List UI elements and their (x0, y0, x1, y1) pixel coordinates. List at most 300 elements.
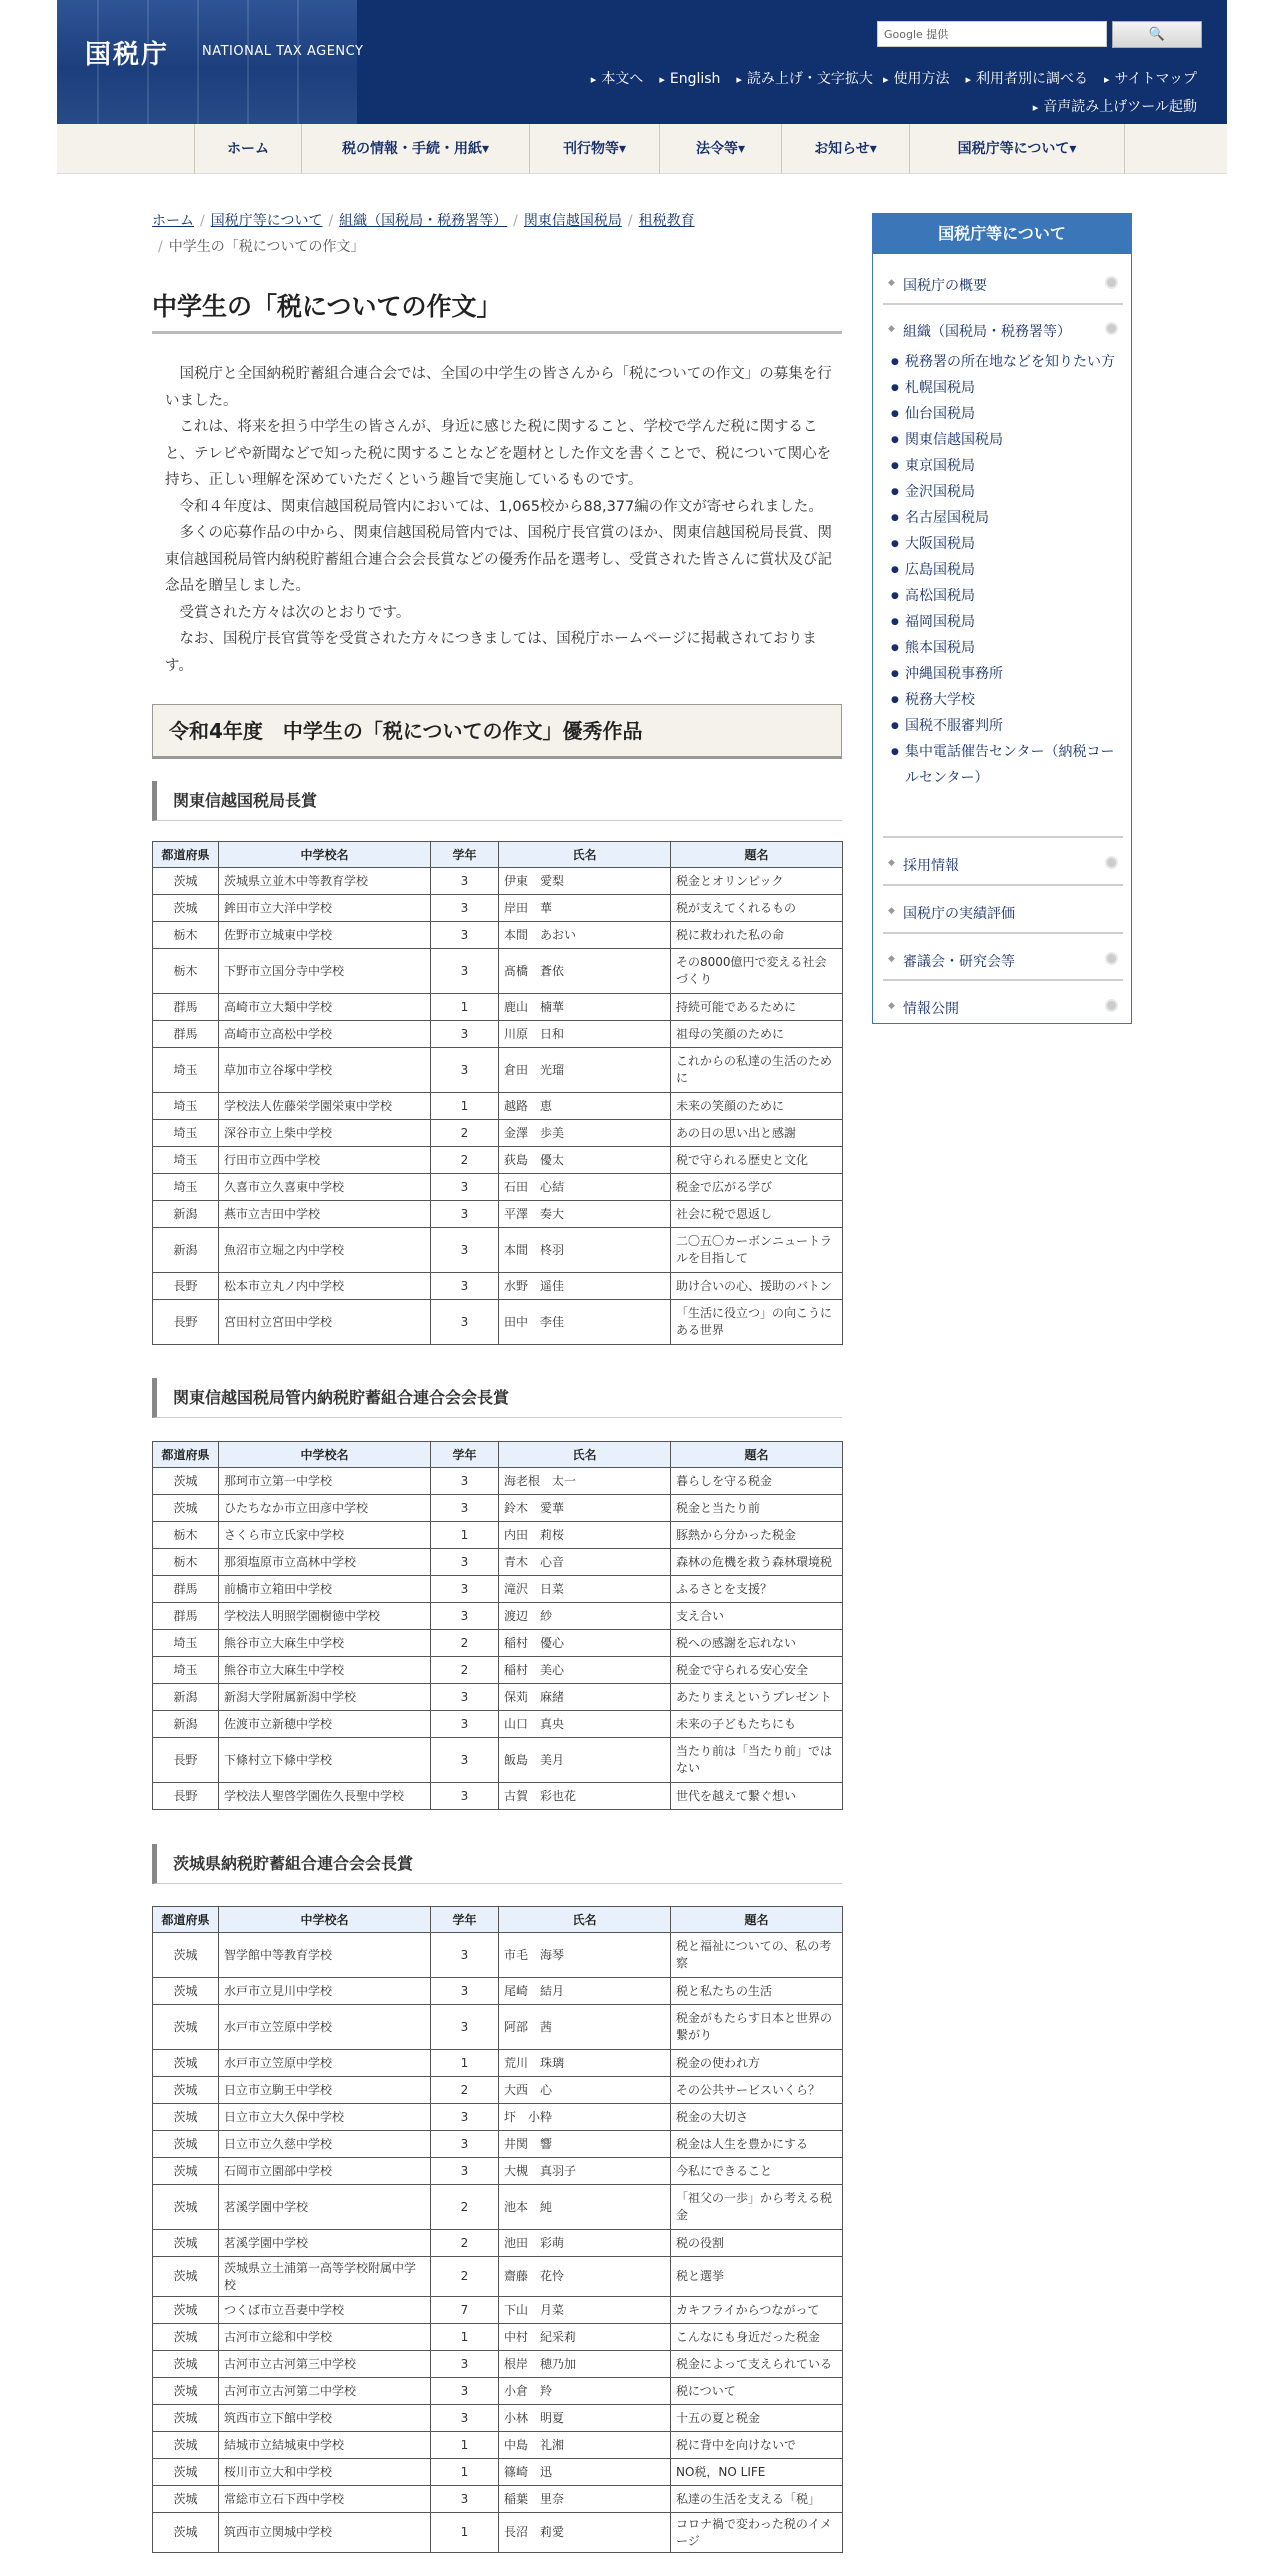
table-row (153, 2077, 843, 2104)
cell-grade: 3 (431, 2486, 499, 2513)
column-header: 氏名 (499, 1442, 671, 1468)
cell-school: 高崎市立高松中学校 (219, 1021, 431, 1048)
sidebar-item-label: 国税庁の概要 (903, 278, 987, 294)
cell-school: 水戸市立笠原中学校 (219, 2005, 431, 2050)
sidebar-subitem[interactable]: ● 大阪国税局 (905, 531, 1115, 557)
column-header: 中学校名 (219, 1907, 431, 1933)
cell-name: 齋藤 花怜 (499, 2257, 671, 2297)
cell-title: 税金と当たり前 (671, 1495, 843, 1522)
cell-prefecture: 茨城 (153, 2513, 219, 2553)
nav-about[interactable] (910, 124, 1125, 174)
cell-title: 税金によって支えられている (671, 2351, 843, 2378)
cell-grade: 3 (431, 2378, 499, 2405)
cell-prefecture: 茨城 (153, 2104, 219, 2131)
cell-grade: 3 (431, 2104, 499, 2131)
cell-prefecture: 長野 (153, 1300, 219, 1345)
cell-title: 今私にできること (671, 2158, 843, 2185)
cell-grade: 2 (431, 2230, 499, 2257)
site-logo[interactable]: 国税庁 (85, 40, 170, 70)
voice-tool-link[interactable]: ▸ 音声読み上げツール起動 (1033, 99, 1197, 115)
cell-name: 根岸 穂乃加 (499, 2351, 671, 2378)
cell-title: NO税，NO LIFE (671, 2459, 843, 2486)
cell-grade: 2 (431, 2257, 499, 2297)
cell-prefecture: 埼玉 (153, 1147, 219, 1174)
awards-table-association-regional (152, 1441, 843, 1810)
cell-grade: 2 (431, 1120, 499, 1147)
cell-school: 常総市立石下西中学校 (219, 2486, 431, 2513)
table-row (153, 2405, 843, 2432)
site-header (57, 0, 1227, 124)
caret-down-icon: ▾ (737, 141, 746, 157)
cell-prefecture: 茨城 (153, 2351, 219, 2378)
table-row (153, 994, 843, 1021)
breadcrumb-about[interactable]: 国税庁等について (210, 213, 323, 229)
cell-school: 筑西市立下館中学校 (219, 2405, 431, 2432)
sidebar-subitem[interactable]: ● 税務大学校 (905, 687, 1115, 713)
table-row (153, 922, 843, 949)
cell-prefecture: 茨城 (153, 2158, 219, 2185)
cell-title: 税が支えてくれるもの (671, 895, 843, 922)
table-row (153, 1657, 843, 1684)
bullet-icon: ◆ (888, 858, 895, 868)
cell-name: 平澤 奏大 (499, 1201, 671, 1228)
expand-icon[interactable] (1105, 276, 1118, 289)
sidebar-subitem[interactable]: ● 熊本国税局 (905, 635, 1115, 661)
cell-prefecture: 長野 (153, 1273, 219, 1300)
cell-title: あたりまえというプレゼント (671, 1684, 843, 1711)
cell-prefecture: 茨城 (153, 1468, 219, 1495)
cell-name: 鈴木 愛華 (499, 1495, 671, 1522)
table-row (153, 1201, 843, 1228)
cell-name: 保苅 麻緒 (499, 1684, 671, 1711)
sidebar-subitem[interactable]: ● 集中電話催告センター（納税コールセンター） (905, 739, 1115, 791)
cell-name: 稲村 美心 (499, 1657, 671, 1684)
sidebar-subitem[interactable]: ● 名古屋国税局 (905, 505, 1115, 531)
table-row (153, 1468, 843, 1495)
cell-grade: 1 (431, 1522, 499, 1549)
cell-grade: 2 (431, 2077, 499, 2104)
cell-title: 税金の使われ方 (671, 2050, 843, 2077)
cell-grade: 3 (431, 1273, 499, 1300)
cell-name: 池田 彩萌 (499, 2230, 671, 2257)
sidebar-subitem[interactable]: ● 沖縄国税事務所 (905, 661, 1115, 687)
util-link-byuser[interactable]: ▸ 利用者別に調べる (965, 71, 1088, 87)
cell-name: 長沼 莉愛 (499, 2513, 671, 2553)
table-row (153, 2005, 843, 2050)
cell-name: 下山 月菜 (499, 2297, 671, 2324)
cell-title: 支え合い (671, 1603, 843, 1630)
cell-school: 燕市立吉田中学校 (219, 1201, 431, 1228)
table-row (153, 1738, 843, 1783)
cell-grade: 1 (431, 2050, 499, 2077)
cell-name: 篠崎 迅 (499, 2459, 671, 2486)
cell-name: 水野 遥佳 (499, 1273, 671, 1300)
column-header: 題名 (671, 1442, 843, 1468)
nav-home[interactable]: ホーム (195, 124, 302, 174)
cell-school: 久喜市立久喜東中学校 (219, 1174, 431, 1201)
cell-title: 助け合いの心、援助のバトン (671, 1273, 843, 1300)
cell-prefecture: 埼玉 (153, 1657, 219, 1684)
nav-publications-label: 刊行物等 (562, 141, 619, 157)
cell-grade: 3 (431, 1495, 499, 1522)
bullet-icon: ◆ (888, 906, 895, 916)
nav-publications[interactable] (530, 124, 660, 174)
sidebar-subitem[interactable]: ● 関東信越国税局 (905, 427, 1115, 453)
table-row (153, 2185, 843, 2230)
sidebar-item-label: 採用情報 (903, 858, 959, 874)
cell-grade: 2 (431, 1657, 499, 1684)
cell-name: 石田 心結 (499, 1174, 671, 1201)
sidebar-subitem[interactable]: ● 金沢国税局 (905, 479, 1115, 505)
cell-title: 祖母の笑顔のために (671, 1021, 843, 1048)
page-title: 中学生の「税についての作文」 (152, 292, 502, 321)
cell-grade: 3 (431, 1576, 499, 1603)
cell-school: 茗溪学園中学校 (219, 2230, 431, 2257)
cell-prefecture: 茨城 (153, 1978, 219, 2005)
cell-title: 二〇五〇カーボンニュートラルを目指して (671, 1228, 843, 1273)
cell-school: 日立市立大久保中学校 (219, 2104, 431, 2131)
cell-prefecture: 新潟 (153, 1228, 219, 1273)
cell-prefecture: 栃木 (153, 1522, 219, 1549)
sidebar-subitem[interactable]: ● 広島国税局 (905, 557, 1115, 583)
cell-title: 税金とオリンピック (671, 868, 843, 895)
cell-title: 未来の笑顔のために (671, 1093, 843, 1120)
cell-school: 新潟大学附属新潟中学校 (219, 1684, 431, 1711)
cell-school: 熊谷市立大麻生中学校 (219, 1630, 431, 1657)
cell-prefecture: 茨城 (153, 2459, 219, 2486)
cell-title: 税金がもたらす日本と世界の繋がり (671, 2005, 843, 2050)
table-row (153, 1093, 843, 1120)
sidebar-subitem[interactable]: ● 札幌国税局 (905, 375, 1115, 401)
sidebar-subitem[interactable]: ● 国税不服審判所 (905, 713, 1115, 739)
google-label: Google (884, 28, 923, 41)
table-row (153, 1783, 843, 1810)
cell-school: 筑西市立関城中学校 (219, 2513, 431, 2553)
table-row (153, 1711, 843, 1738)
cell-school: 前橋市立箱田中学校 (219, 1576, 431, 1603)
table-row (153, 2459, 843, 2486)
cell-school: 松本市立丸ノ内中学校 (219, 1273, 431, 1300)
breadcrumb-home[interactable]: ホーム (152, 213, 194, 229)
column-header: 氏名 (499, 842, 671, 868)
cell-title: 税に背中を向けないで (671, 2432, 843, 2459)
cell-title: 税への感謝を忘れない (671, 1630, 843, 1657)
cell-name: 海老根 太一 (499, 1468, 671, 1495)
cell-grade: 3 (431, 1201, 499, 1228)
cell-prefecture: 茨城 (153, 2050, 219, 2077)
table-row (153, 2158, 843, 2185)
cell-title: 森林の危機を救う森林環境税 (671, 1549, 843, 1576)
expand-icon[interactable] (1105, 999, 1118, 1012)
cell-name: 荻島 優太 (499, 1147, 671, 1174)
table-row (153, 1603, 843, 1630)
cell-grade: 1 (431, 2459, 499, 2486)
cell-grade: 2 (431, 2185, 499, 2230)
cell-school: 那珂市立第一中学校 (219, 1468, 431, 1495)
sidebar-item-label: 組織（国税局・税務署等） (903, 324, 1071, 340)
breadcrumb: ホーム / 国税庁等について / 組織（国税局・税務署等） / 関東信越国税局 / 租税教育 / 中学生の「税についての作文」 (152, 213, 695, 255)
cell-name: 滝沢 日菜 (499, 1576, 671, 1603)
cell-prefecture: 茨城 (153, 1933, 219, 1978)
cell-prefecture: 茨城 (153, 2297, 219, 2324)
table-row (153, 868, 843, 895)
cell-prefecture: 茨城 (153, 2005, 219, 2050)
table-row (153, 2104, 843, 2131)
cell-name: 渡辺 紗 (499, 1603, 671, 1630)
cell-title: こんなにも身近だった税金 (671, 2324, 843, 2351)
cell-school: 茨城県立並木中等教育学校 (219, 868, 431, 895)
cell-school: 古河市立古河第二中学校 (219, 2378, 431, 2405)
nav-tax-info[interactable] (302, 124, 530, 174)
column-header: 学年 (431, 1442, 499, 1468)
cell-prefecture: 群馬 (153, 994, 219, 1021)
column-header: 都道府県 (153, 842, 219, 868)
cell-grade: 3 (431, 2131, 499, 2158)
cell-grade: 3 (431, 1228, 499, 1273)
sidebar-sublist (905, 349, 1115, 791)
cell-prefecture: 埼玉 (153, 1093, 219, 1120)
sidebar-item-label: 審議会・研究会等 (903, 954, 1015, 970)
caret-down-icon: ▾ (618, 141, 627, 157)
table-row (153, 2324, 843, 2351)
table-header-row (153, 1907, 843, 1933)
cell-title: 税について (671, 2378, 843, 2405)
cell-grade: 3 (431, 1549, 499, 1576)
cell-name: 本間 あおい (499, 922, 671, 949)
cell-school: 水戸市立見川中学校 (219, 1978, 431, 2005)
cell-prefecture: 茨城 (153, 2405, 219, 2432)
cell-grade: 3 (431, 1603, 499, 1630)
util-link-readaloud[interactable]: ▸ 読み上げ・文字拡大 (736, 71, 873, 87)
cell-grade: 3 (431, 1978, 499, 2005)
table-row (153, 1048, 843, 1093)
nav-news-label: お知らせ (814, 141, 870, 157)
cell-name: 井関 響 (499, 2131, 671, 2158)
caret-down-icon: ▾ (1069, 141, 1077, 157)
cell-prefecture: 長野 (153, 1783, 219, 1810)
cell-name: 鹿山 楠華 (499, 994, 671, 1021)
expand-icon[interactable] (1105, 952, 1118, 965)
cell-name: 小林 明夏 (499, 2405, 671, 2432)
cell-prefecture: 茨城 (153, 2432, 219, 2459)
table-row (153, 1522, 843, 1549)
sidebar-subitem[interactable]: ● 仙台国税局 (905, 401, 1115, 427)
column-header: 中学校名 (219, 842, 431, 868)
table-row (153, 1273, 843, 1300)
bullet-icon: ◆ (888, 1001, 895, 1011)
global-nav (57, 124, 1227, 174)
cell-grade: 3 (431, 1783, 499, 1810)
cell-name: 髙橋 蒼依 (499, 949, 671, 994)
cell-title: 税金は人生を豊かにする (671, 2131, 843, 2158)
cell-prefecture: 埼玉 (153, 1120, 219, 1147)
cell-title: その公共サービスいくら？ (671, 2077, 843, 2104)
cell-school: つくば市立吾妻中学校 (219, 2297, 431, 2324)
table-row (153, 1933, 843, 1978)
cell-grade: 3 (431, 1684, 499, 1711)
table-row (153, 2513, 843, 2553)
cell-prefecture: 埼玉 (153, 1630, 219, 1657)
column-header: 都道府県 (153, 1442, 219, 1468)
cell-school: 日立市立久慈中学校 (219, 2131, 431, 2158)
cell-name: 内田 莉桜 (499, 1522, 671, 1549)
breadcrumb-kanto-shinetsu[interactable]: 関東信越国税局 (523, 213, 622, 229)
table-row (153, 1684, 843, 1711)
cell-school: 高崎市立大類中学校 (219, 994, 431, 1021)
cell-grade: 3 (431, 2405, 499, 2432)
cell-title: 税金の大切さ (671, 2104, 843, 2131)
sidebar-subitem[interactable]: ● 東京国税局 (905, 453, 1115, 479)
cell-title: 税と選挙 (671, 2257, 843, 2297)
cell-title: 十五の夏と税金 (671, 2405, 843, 2432)
expand-icon[interactable] (1105, 322, 1118, 335)
cell-grade: 1 (431, 1093, 499, 1120)
column-header: 題名 (671, 842, 843, 868)
table-row (153, 2257, 843, 2297)
cell-title: 「生活に役立つ」の向こうにある世界 (671, 1300, 843, 1345)
cell-grade: 3 (431, 1174, 499, 1201)
cell-school: 那須塩原市立高林中学校 (219, 1549, 431, 1576)
cell-prefecture: 茨城 (153, 2230, 219, 2257)
cell-prefecture: 茨城 (153, 895, 219, 922)
cell-title: あの日の思い出と感謝 (671, 1120, 843, 1147)
cell-school: 智学館中等教育学校 (219, 1933, 431, 1978)
cell-school: 熊谷市立大麻生中学校 (219, 1657, 431, 1684)
search-button[interactable]: 🔍 (1112, 21, 1202, 48)
cell-title: これからの私達の生活のために (671, 1048, 843, 1093)
cell-school: 佐野市立城東中学校 (219, 922, 431, 949)
cell-title: コロナ禍で変わった税のイメージ (671, 2513, 843, 2553)
cell-grade: 1 (431, 2432, 499, 2459)
cell-prefecture: 埼玉 (153, 1174, 219, 1201)
intro-paragraph: なお、国税庁長官賞等を受賞された方々につきましては、国税庁ホームページに掲載されております。 (165, 631, 817, 674)
search-input[interactable] (877, 21, 1107, 47)
cell-title: 私達の生活を支える「税」 (671, 2486, 843, 2513)
util-link-english[interactable]: ▸ English (659, 71, 720, 87)
cell-prefecture: 栃木 (153, 949, 219, 994)
cell-grade: 3 (431, 868, 499, 895)
cell-title: 税で守られる歴史と文化 (671, 1147, 843, 1174)
cell-prefecture: 新潟 (153, 1201, 219, 1228)
awards-table-bureau-chief (152, 841, 843, 1345)
sidebar-item-label: 国税庁の実績評価 (903, 906, 1015, 922)
cell-school: 鉾田市立大洋中学校 (219, 895, 431, 922)
table-row (153, 2378, 843, 2405)
cell-school: 古河市立総和中学校 (219, 2324, 431, 2351)
sidebar-divider (883, 932, 1123, 934)
cell-title: ふるさとを支援？ (671, 1576, 843, 1603)
cell-school: 行田市立西中学校 (219, 1147, 431, 1174)
cell-name: 阿部 茜 (499, 2005, 671, 2050)
column-header: 題名 (671, 1907, 843, 1933)
util-link-main[interactable]: ▸ 本文へ (591, 71, 644, 87)
sidebar-subitem[interactable]: ● 税務署の所在地などを知りたい方 (905, 349, 1115, 375)
breadcrumb-tax-education[interactable]: 租税教育 (638, 213, 695, 229)
nav-laws[interactable] (660, 124, 782, 174)
cell-prefecture: 茨城 (153, 2185, 219, 2230)
sidebar-divider (883, 303, 1123, 305)
sidebar-subitem[interactable]: ● 高松国税局 (905, 583, 1115, 609)
awards-table-association-ibaraki (152, 1906, 843, 2553)
breadcrumb-organization[interactable]: 組織（国税局・税務署等） (339, 213, 508, 229)
cell-title: カキフライからつながって (671, 2297, 843, 2324)
bullet-icon: ◆ (888, 954, 895, 964)
bullet-icon: ◆ (888, 278, 895, 288)
table-row (153, 2131, 843, 2158)
cell-prefecture: 茨城 (153, 2486, 219, 2513)
cell-grade: 3 (431, 1933, 499, 1978)
cell-grade: 3 (431, 1300, 499, 1345)
cell-name: 岸田 華 (499, 895, 671, 922)
caret-down-icon: ▾ (481, 141, 490, 157)
cell-name: 山口 真央 (499, 1711, 671, 1738)
cell-title: 税金で守られる安心安全 (671, 1657, 843, 1684)
utility-links (57, 68, 1197, 88)
cell-title: 税と福祉についての、私の考察 (671, 1933, 843, 1978)
sidebar-heading: 国税庁等について (873, 214, 1131, 254)
util-link-sitemap[interactable]: ▸ サイトマップ (1104, 71, 1197, 87)
column-header: 中学校名 (219, 1442, 431, 1468)
cell-school: 桜川市立大和中学校 (219, 2459, 431, 2486)
intro-paragraph: 国税庁と全国納税貯蓄組合連合会では、全国の中学生の皆さんから「税についての作文」の募集を行いました。 (165, 366, 832, 409)
table-row (153, 2486, 843, 2513)
cell-school: ひたちなか市立田彦中学校 (219, 1495, 431, 1522)
cell-prefecture: 新潟 (153, 1711, 219, 1738)
cell-title: 持続可能であるために (671, 994, 843, 1021)
breadcrumb-current: 中学生の「税についての作文」 (168, 239, 365, 255)
table-row (153, 2050, 843, 2077)
cell-name: 中村 紀采莉 (499, 2324, 671, 2351)
intro-paragraph: これは、将来を担う中学生の皆さんが、身近に感じた税に関すること、学校で学んだ税に関すること、テレビや新聞などで知った税に関することなどを題材とした作文を書くことで、税について関心を持ち、正しい理解を深めていただくという趣旨で実施しているものです。 (165, 419, 832, 488)
sidebar-subitem[interactable]: ● 福岡国税局 (905, 609, 1115, 635)
intro-text (165, 361, 842, 679)
award-heading-bureau-chief: 関東信越国税局長賞 (152, 781, 842, 821)
cell-name: 大槻 真羽子 (499, 2158, 671, 2185)
cell-grade: 1 (431, 2513, 499, 2553)
cell-school: 草加市立谷塚中学校 (219, 1048, 431, 1093)
sidebar-divider (883, 884, 1123, 886)
cell-title: 世代を越えて繋ぐ想い (671, 1783, 843, 1810)
cell-grade: 2 (431, 1147, 499, 1174)
cell-school: 日立市立駒王中学校 (219, 2077, 431, 2104)
cell-title: 税金で広がる学び (671, 1174, 843, 1201)
cell-name: 倉田 光瑠 (499, 1048, 671, 1093)
cell-school: 下野市立国分寺中学校 (219, 949, 431, 994)
cell-school: 魚沼市立堀之内中学校 (219, 1228, 431, 1273)
cell-title: 税に救われた私の命 (671, 922, 843, 949)
search-placeholder: 提供 (926, 28, 949, 41)
cell-grade: 2 (431, 1630, 499, 1657)
cell-prefecture: 茨城 (153, 2378, 219, 2405)
cell-prefecture: 群馬 (153, 1021, 219, 1048)
nav-news[interactable] (782, 124, 910, 174)
cell-school: 深谷市立上柴中学校 (219, 1120, 431, 1147)
cell-title: 暮らしを守る税金 (671, 1468, 843, 1495)
cell-name: 大西 心 (499, 2077, 671, 2104)
cell-school: 結城市立結城東中学校 (219, 2432, 431, 2459)
sidebar-divider (883, 836, 1123, 838)
cell-prefecture: 茨城 (153, 2324, 219, 2351)
cell-title: 社会に税で恩返し (671, 1201, 843, 1228)
cell-grade: 3 (431, 2351, 499, 2378)
table-row (153, 1630, 843, 1657)
table-row (153, 1300, 843, 1345)
cell-prefecture: 栃木 (153, 1549, 219, 1576)
expand-icon[interactable] (1105, 856, 1118, 869)
cell-name: 圷 小粋 (499, 2104, 671, 2131)
util-link-howto[interactable]: ▸ 使用方法 (883, 71, 950, 87)
cell-name: 飯島 美月 (499, 1738, 671, 1783)
